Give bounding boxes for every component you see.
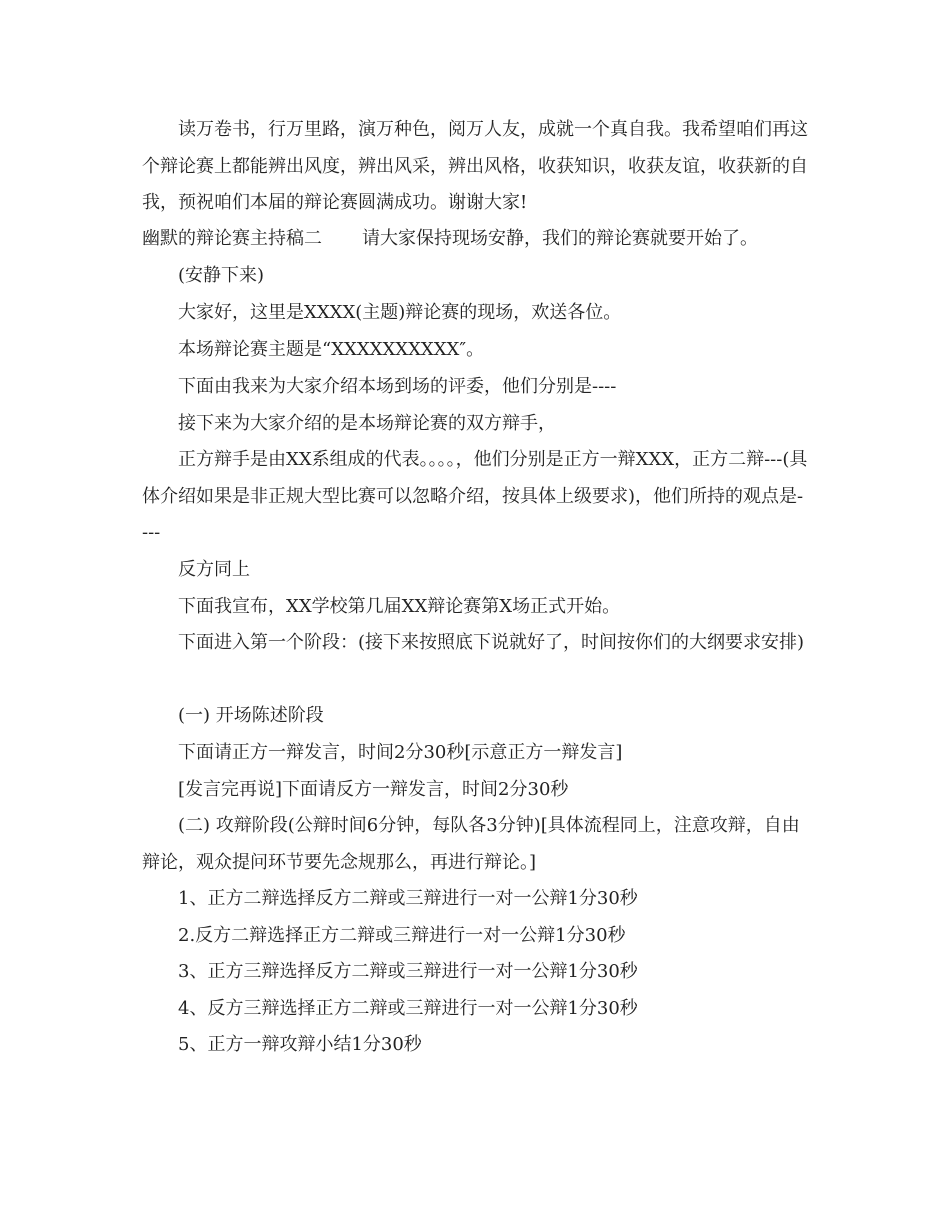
paragraph-affirmative-team: 正方辩手是由XX系组成的代表。。。。，他们分别是正方一辩XXX，正方二辩---(具体介绍如果是非正规大型比赛可以忽略介绍，按具体上级要求)，他们所持的观点是----: [142, 449, 808, 543]
list-item: 1、正方二辩选择反方二辩或三辩进行一对一公辩1分30秒: [178, 888, 638, 909]
paragraph-negative-team: 反方同上: [178, 559, 250, 580]
paragraph-announcement: 下面我宣布，XX学校第几届XX辩论赛第X场正式开始。: [178, 596, 621, 617]
paragraph-cross-exam-stage: (二) 攻辩阶段(公辩时间6分钟，每队各3分钟)[具体流程同上，注意攻辩，自由辩论，观众提问环节要先念规那么，再进行辩论。]: [142, 815, 800, 873]
paragraph-affirmative-first: 下面请正方一辩发言，时间2分30秒[示意正方一辩发言]: [178, 742, 623, 763]
paragraph-judges: 下面由我来为大家介绍本场到场的评委，他们分别是----: [178, 376, 617, 397]
section-heading: [142, 221, 808, 258]
section-title: 幽默的辩论赛主持稿二: [142, 228, 322, 249]
paragraph-quiet: (安静下来): [178, 265, 265, 286]
list-item: 4、反方三辩选择正方二辩或三辩进行一对一公辩1分30秒: [178, 998, 638, 1019]
paragraph-negative-first: [发言完再说]下面请反方一辩发言，时间2分30秒: [178, 779, 569, 800]
paragraph-opening-stage: (一) 开场陈述阶段: [178, 705, 324, 726]
section-intro-text: 请大家保持现场安静，我们的辩论赛就要开始了。: [362, 228, 758, 249]
paragraph-debaters: 接下来为大家介绍的是本场辩论赛的双方辩手，: [178, 413, 556, 434]
paragraph-topic: 本场辩论赛主题是“XXXXXXXXXX″。: [178, 339, 485, 360]
closing-paragraph: 读万卷书，行万里路，演万种色，阅万人友，成就一个真自我。我希望咱们再这个辩论赛上都能辨出风度，辨出风采，辨出风格，收获知识，收获友谊，收获新的自我，预祝咱们本届的辩论赛圆满成功。谢谢大家!: [142, 119, 808, 213]
list-item: 3、正方三辩选择反方二辩或三辩进行一对一公辩1分30秒: [178, 961, 638, 982]
paragraph-welcome: 大家好，这里是XXXX(主题)辩论赛的现场，欢送各位。: [178, 302, 622, 323]
list-item: 5、正方一辩攻辩小结1分30秒: [178, 1034, 422, 1055]
list-item: 2.反方二辩选择正方二辩或三辩进行一对一公辩1分30秒: [178, 925, 626, 946]
paragraph-first-stage: 下面进入第一个阶段：(接下来按照底下说就好了，时间按你们的大纲要求安排): [178, 632, 805, 653]
